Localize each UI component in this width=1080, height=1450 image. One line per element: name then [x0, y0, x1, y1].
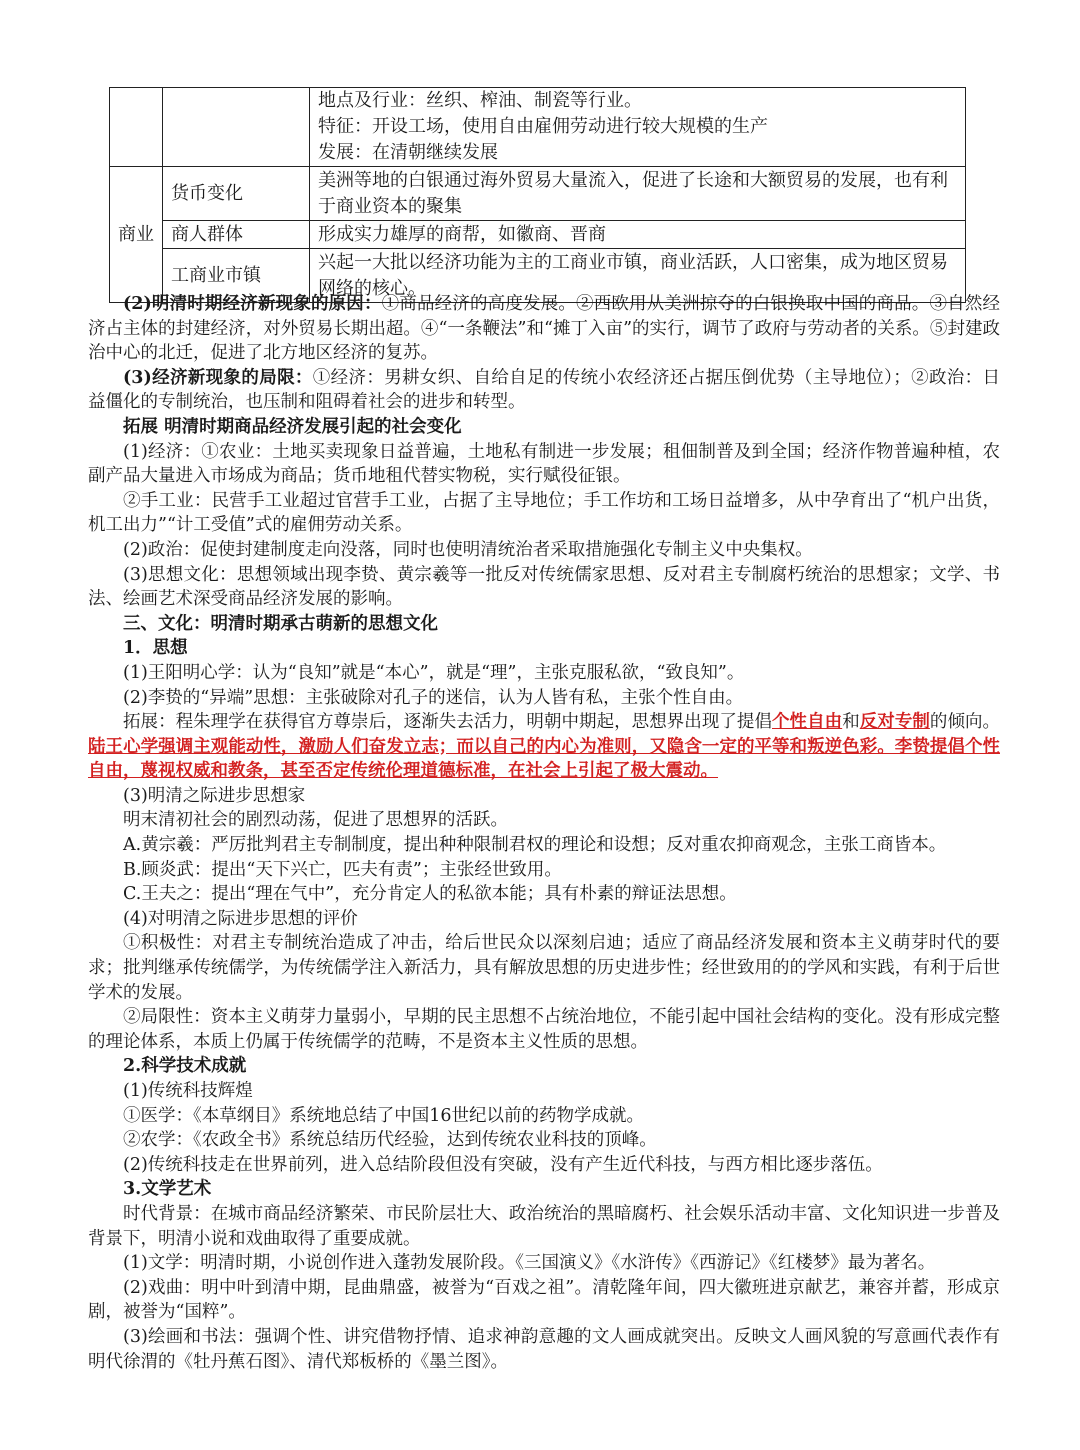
paragraph: (3)绘画和书法：强调个性、讲究借物抒情、追求神韵意趣的文人画成就突出。反映文人画风貌的写意画代表作有明代徐渭的《牡丹蕉石图》、清代郑板桥的《墨兰图》。 [88, 1326, 1000, 1372]
paragraph: A.黄宗羲：严厉批判君主专制制度，提出种种限制君权的理论和设想；反对重农抑商观念，主张工商皆本。 [123, 835, 947, 856]
table-row [110, 88, 966, 167]
paragraph-body: ①商品经济的高度发展。②西欧用从美洲掠夺的白银换取中国的商品。③自然经济占主体的封建经济，对外贸易长期出超。④“一条鞭法”和“摊丁入亩”的实行，调节了政府与劳动者的关系。⑤封建政治中心的北迁，促进了北方地区经济的复苏。 [88, 294, 1000, 364]
highlight-text: 个性自由 [772, 712, 843, 733]
table-row [110, 167, 966, 221]
table-desc: 形成实力雄厚的商帮，如徽商、晋商 [310, 221, 966, 249]
paragraph: (1)经济：①农业：土地买卖现象日益普遍，土地私有制进一步发展；租佃制普及到全国；经济作物普遍种植，农副产品大量进入市场成为商品；货币地租代替实物税，实行赋役征银。 [88, 441, 1000, 487]
paragraph: (2)政治：促使封建制度走向没落，同时也使明清统治者采取措施强化专制主义中央集权。 [123, 539, 813, 560]
subsection-heading: 3.文学艺术 [123, 1179, 212, 1200]
paragraph: B.顾炎武：提出“天下兴亡，匹夫有责”；主张经世致用。 [123, 859, 562, 880]
paragraph-heading: (3)经济新现象的局限： [123, 367, 313, 388]
paragraph: ②农学：《农政全书》系统总结历代经验，达到传统农业科技的顶峰。 [123, 1130, 657, 1151]
paragraph [88, 366, 1000, 415]
paragraph: (1)文学：明清时期，小说创作进入蓬勃发展阶段。《三国演义》《水浒传》《西游记》《红楼梦》最为著名。 [123, 1253, 936, 1274]
table-line: 特征：开设工场，使用自由雇佣劳动进行较大规模的生产 [318, 116, 768, 137]
paragraph-highlighted [88, 710, 1000, 784]
paragraph-body: ①经济： [312, 367, 385, 388]
paragraph: ②手工业：民营手工业超过官营手工业，占据了主导地位；手工作坊和工场日益增多，从中孕育出了“机户出货，机工出力”“计工受值”式的雇佣劳动关系。 [88, 490, 1000, 536]
subsection-heading: 2.科学技术成就 [123, 1056, 247, 1077]
paragraph: (2)戏曲：明中叶到清中期，昆曲鼎盛，被誉为“百戏之祖”。清乾隆年间，四大徽班进京献艺，兼容并蓄，形成京剧，被誉为“国粹”。 [88, 1277, 1000, 1323]
paragraph: 时代背景：在城市商品经济繁荣、市民阶层壮大、政治统治的黑暗腐朽、社会娱乐活动丰富、文化知识进一步普及背景下，明清小说和戏曲取得了重要成就。 [88, 1203, 1000, 1249]
table-desc: 美洲等地的白银通过海外贸易大量流入，促进了长途和大额贸易的发展，也有利于商业资本的聚集 [310, 167, 966, 221]
paragraph: C.王夫之：提出“理在气中”，充分肯定人的私欲本能；具有朴素的辩证法思想。 [123, 884, 737, 905]
paragraph-heading: (2)明清时期经济新现象的原因： [123, 294, 382, 314]
table-item: 货币变化 [163, 167, 310, 221]
paragraph: ①医学：《本草纲目》系统地总结了中国16世纪以前的药物学成就。 [123, 1105, 645, 1126]
highlight-text: 陆王心学强调主观能动性，激励人们奋发立志；而以自己的内心为准则，又隐含一定的平等和叛逆色彩。李贽提倡个性自由，蔑视权威和教条，甚至否定传统伦理道德标准，在社会上引起了极大震动。 [88, 736, 1000, 782]
table-row [110, 221, 966, 249]
paragraph [88, 292, 1000, 366]
table-line: 发展：在清朝继续发展 [318, 142, 498, 163]
paragraph: ①积极性：对君主专制统治造成了冲击，给后世民众以深刻启迪；适应了商品经济发展和资本主义萌芽时代的要求；批判继承传统儒学，为传统儒学注入新活力，具有解放思想的历史进步性；经世致用的的学风和实践，有利于后世学术的发展。 [88, 933, 1000, 1003]
paragraph-body: 日益僵化的专制统治，也压制和阻碍着社会的进步和转型。 [88, 367, 1001, 413]
section-heading: 三、文化：明清时期承古萌新的思想文化 [123, 613, 438, 634]
table-cell-blank [110, 88, 163, 167]
paragraph-body: 男耕女织、自给自足的传统小农经济还占据压倒优势（主导地位）； [384, 367, 911, 388]
paragraph: (2)传统科技走在世界前列，进入总结阶段但没有突破，没有产生近代科技，与西方相比逐步落伍。 [123, 1154, 883, 1175]
paragraph: (1)王阳明心学：认为“良知”就是“本心”，就是“理”，主张克服私欲，“致良知”。 [123, 662, 745, 683]
paragraph: (3)明清之际进步思想家 [123, 785, 306, 806]
body-text [88, 292, 1000, 1374]
table-desc: 兴起一大批以经济功能为主的工商业市镇，商业活跃，人口密集，成为地区贸易网络的核心。 [310, 249, 966, 303]
table-cell-blank [163, 88, 310, 167]
commerce-label: 商业 [110, 167, 163, 303]
paragraph-body: 和 [842, 712, 860, 733]
paragraph-body: ②政治： [910, 367, 983, 388]
paragraph-body: 拓展：程朱理学在获得官方尊崇后，逐渐失去活力，明朝中期起，思想界出现了提倡 [123, 712, 773, 733]
table-item: 工商业市镇 [163, 249, 310, 303]
paragraph: (1)传统科技辉煌 [123, 1081, 253, 1101]
paragraph: (3)思想文化：思想领域出现李贽、黄宗羲等一批反对传统儒家思想、反对君主专制腐朽统治的思想家；文学、书法、绘画艺术深受商品经济发展的影响。 [88, 564, 1000, 610]
subsection-heading: 1．思想 [123, 638, 188, 659]
paragraph: 明末清初社会的剧烈动荡，促进了思想界的活跃。 [123, 810, 508, 831]
paragraph: (4)对明清之际进步思想的评价 [123, 908, 358, 929]
table-item: 商人群体 [163, 221, 310, 249]
table-cell-handicraft [310, 88, 966, 167]
paragraph: ②局限性：资本主义萌芽力量弱小，早期的民主思想不占统治地位，不能引起中国社会结构的变化。没有形成完整的理论体系，本质上仍属于传统儒学的范畴，不是资本主义性质的思想。 [88, 1007, 1000, 1052]
paragraph: (2)李贽的“异端”思想：主张破除对孔子的迷信，认为人皆有私，主张个性自由。 [123, 687, 744, 708]
section-heading: 拓展 明清时期商品经济发展引起的社会变化 [123, 416, 462, 437]
economy-table [109, 87, 966, 303]
table-line: 地点及行业：丝织、榨油、制瓷等行业。 [318, 90, 642, 111]
highlight-text: 反对专制 [859, 712, 930, 733]
paragraph-body: 的倾向。 [929, 712, 1001, 733]
